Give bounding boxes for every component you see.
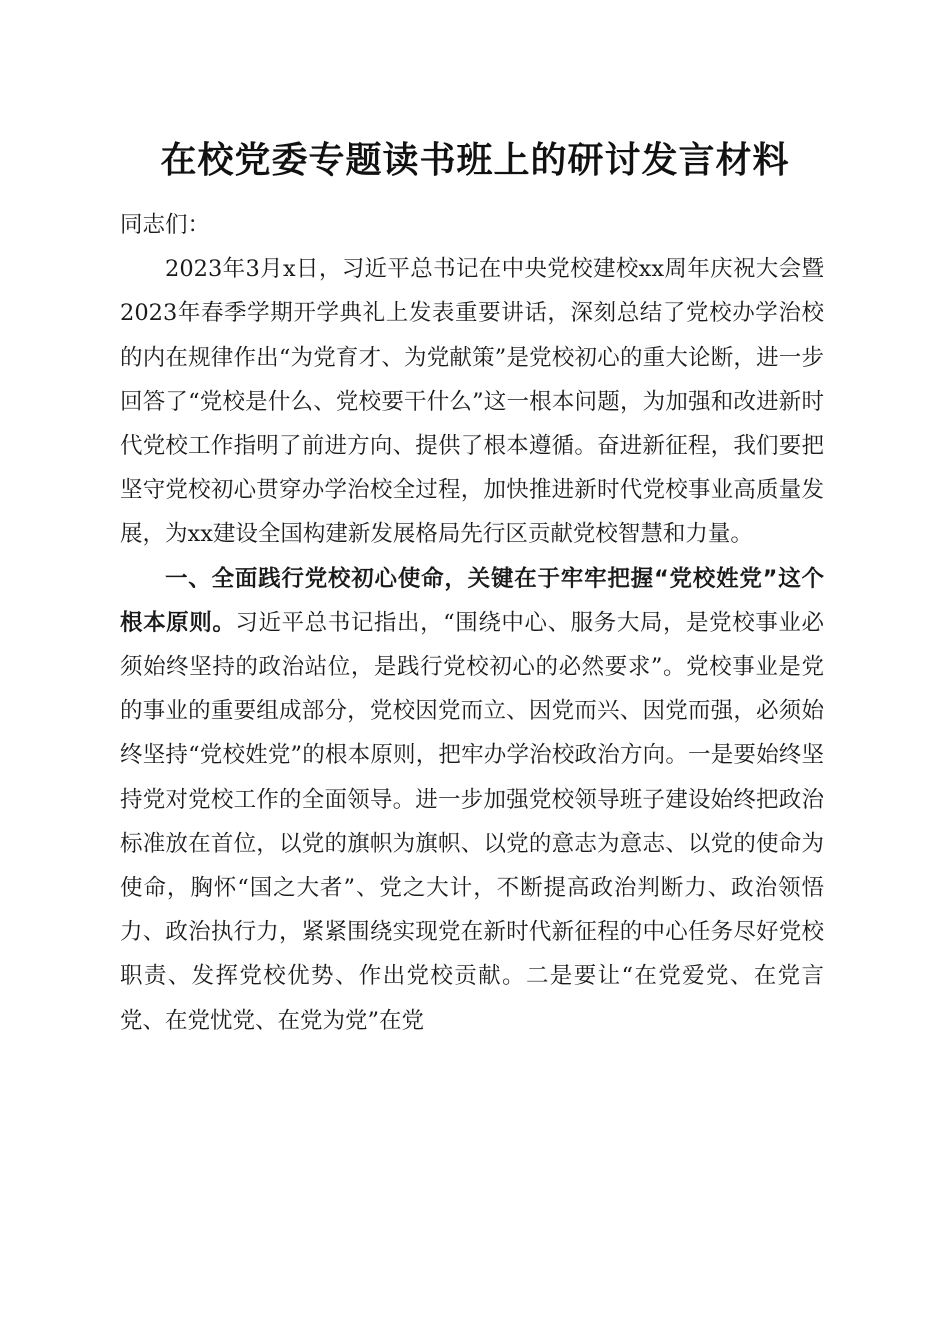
document-title: 在校党委专题读书班上的研讨发言材料: [160, 139, 790, 181]
section-1-heading: 一、全面践行党校初心使命，关键在于牢牢把握“党校姓党”这个根本原则。: [120, 565, 824, 636]
paragraph-intro: 2023年3月x日，习近平总书记在中央党校建校xx周年庆祝大会暨2023年春季学期开学典礼上发表重要讲话，深刻总结了党校办学治校的内在规律作出“为党育才、为党献策”是党校初心的重大论断，进一步回答了“党校是什么、党校要干什么”这一根本问题，为加强和改进新时代党校工作指明了前进方向、提供了根本遵循。奋进新征程，我们要把坚守党校初心贯穿办学治校全过程，加快推进新时代党校事业高质量发展，为xx建设全国构建新发展格局先行区贡献党校智慧和力量。: [120, 256, 824, 548]
section-1-body: 习近平总书记指出，“围绕中心、服务大局，是党校事业必须始终坚持的政治站位，是践行党校初心的必然要求”。党校事业是党的事业的重要组成部分，党校因党而立、因党而兴、因党而强，必须始终坚持“党校姓党”的根本原则，把牢办学治校政治方向。一是要始终坚持党对党校工作的全面领导。进一步加强党校领导班子建设始终把政治标准放在首位，以党的旗帜为旗帜、以党的意志为意志、以党的使命为使命，胸怀“国之大者”、党之大计，不断提高政治判断力、政治领悟力、政治执行力，紧紧围绕实现党在新时代新征程的中心任务尽好党校职责、发挥党校优势、作出党校贡献。二是要让“在党爱党、在党言党、在党忧党、在党为党”在党: [120, 609, 824, 1034]
document-body: [120, 203, 824, 1043]
salutation: 同志们：: [120, 212, 211, 238]
paragraph-section-1: [120, 557, 824, 1043]
